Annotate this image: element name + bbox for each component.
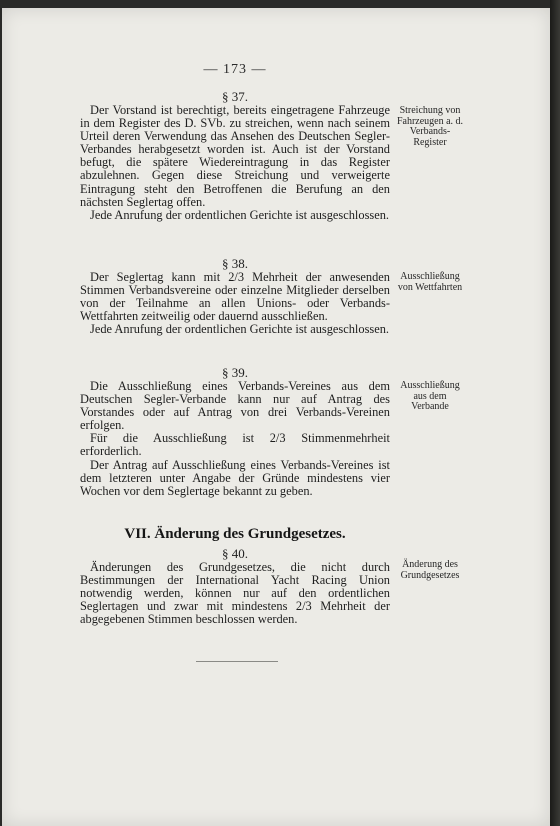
paragraph: Jede Anrufung der ordentlichen Gerichte ist ausgeschlossen. — [90, 207, 390, 222]
margin-note: Streichung von Fahrzeugen a. d. Verbands-Register — [396, 105, 464, 148]
margin-note: Ausschließung aus dem Verbande — [400, 380, 460, 413]
margin-note: Ausschließung von Wettfahrten — [397, 271, 463, 293]
section-39 — [80, 364, 390, 498]
paragraph: Der Seglertag kann mit 2/3 Mehrheit der anwesenden Stimmen Verbandsvereine oder einzelne Mitglieder derselben von der Teilnahme an allen Unions- oder Verbands-Wettfahrten zeitweilig oder dauernd ausschließen. — [80, 270, 390, 324]
closing-rule — [196, 661, 278, 662]
paragraph: Für die Ausschließung ist 2/3 Stimmenmehrheit erforderlich. — [80, 431, 390, 459]
paragraph: Die Ausschließung eines Verbands-Vereines aus dem Deutschen Segler-Verbande kann nur auf Antrag des Vorstandes oder auf Antrag von drei Verbands-Vereinen erfolgen. — [80, 379, 390, 433]
margin-note: Änderung des Grundgesetzes — [400, 559, 460, 581]
paragraph: Änderungen des Grundgesetzes, die nicht durch Bestimmungen der International Yacht Racing Union notwendig werden, können nur auf den ordentlichen Seglertagen und zwar mit mindestens 2/3 Mehrheit der abgegebenen Stimmen beschlossen werden. — [80, 560, 390, 627]
chapter-heading: VII. Änderung des Grundgesetzes. — [124, 526, 346, 542]
section-38 — [80, 255, 390, 336]
section-title: § 39. — [222, 365, 248, 380]
paragraph: Jede Anrufung der ordentlichen Gerichte ist ausgeschlossen. — [90, 322, 390, 337]
section-40 — [80, 545, 390, 626]
paragraph: Der Vorstand ist berechtigt, bereits eingetragene Fahrzeuge in dem Register des D. SVb. zu streichen, wenn nach seinem Urteil deren Verwendung das Ansehen des Deutschen Segler-Verbandes herabgesetzt worden ist. Auch ist der Vorstand befugt, die spätere Wiedereintragung in das Register abzulehnen. Gegen diese Streichung und verweigerte Eintragung steht den Betroffenen die Berufung an den nächsten Seglertag offen. — [80, 103, 390, 209]
section-title: § 38. — [222, 256, 248, 271]
paragraph: Der Antrag auf Ausschließung eines Verbands-Vereines ist dem letzteren unter Angabe der Gründe mindestens vier Wochen vor dem Seglertage bekannt zu geben. — [80, 457, 390, 498]
section-title: § 40. — [222, 546, 248, 561]
section-title: § 37. — [222, 89, 248, 104]
page-number: — 173 — — [203, 62, 267, 77]
page-edge-shadow — [550, 0, 560, 826]
section-37 — [80, 88, 390, 222]
